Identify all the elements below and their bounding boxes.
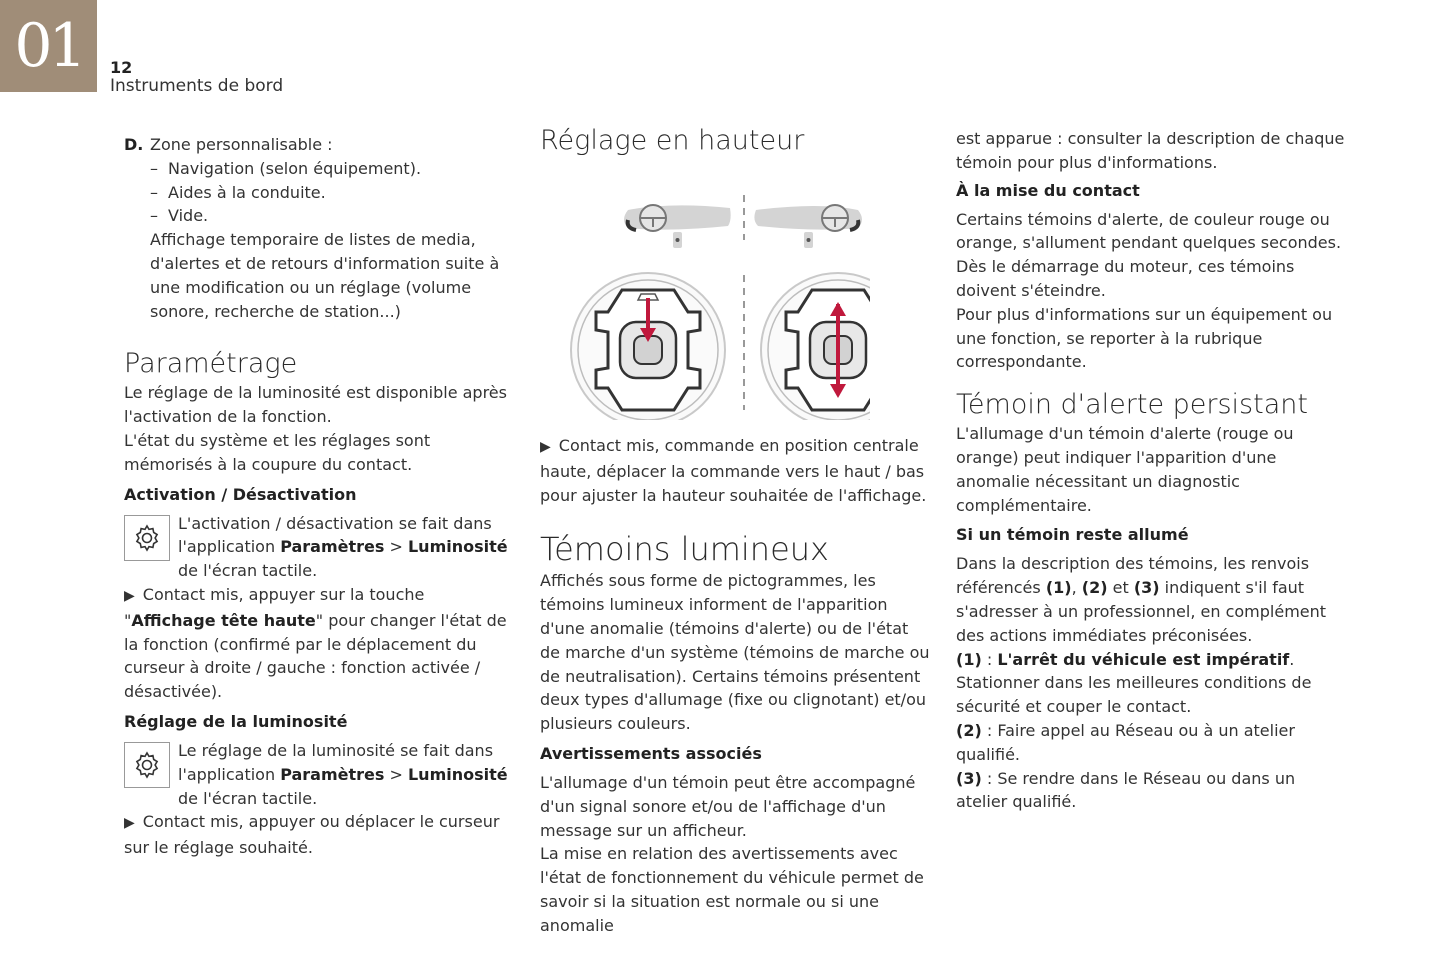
param-text-1: Le réglage de la luminosité est disponible après l'activation de la fonction. [124, 383, 507, 427]
list-item: – Vide. [150, 204, 519, 228]
zone-d-title: Zone personnalisable : [150, 135, 333, 154]
column-1 [124, 133, 519, 860]
chapter-number: 01 [14, 11, 83, 81]
list-item: – Navigation (selon équipement). [150, 157, 519, 181]
zone-d-text: Affichage temporaire de listes de media, d'alertes et de retours d'information suite à une modification ou un réglage (volume sonore, recherche de station...) [150, 230, 500, 321]
height-bullet: ▶ Contact mis, commande en position centrale haute, déplacer la commande vers le haut / bas pour ajuster la hauteur souhaitée de l'affichage. [540, 436, 927, 505]
height-heading: Réglage en hauteur [540, 125, 805, 156]
still-lit-text: Dans la description des témoins, les renvois référencés (1), (2) et (3) indiquent s'il faut s'adresser à un professionnel, en complément des actions immédiates préconisées. [956, 554, 1327, 645]
column-3 [956, 127, 1351, 814]
bullet-arrow-icon: ▶ [124, 587, 135, 604]
bullet-arrow-icon: ▶ [540, 439, 551, 455]
activation-bullet: ▶ Contact mis, appuyer sur la touche "Affichage tête haute" pour changer l'état de la fonction (confirmé par le déplacement du curseur à droite / gauche : fonction activée / désactivée). [124, 584, 507, 702]
page-number: 12 [110, 58, 133, 77]
lights-heading: Témoins lumineux [540, 530, 829, 569]
reference-3: (3) : Se rendre dans le Réseau ou dans un atelier qualifié. [956, 768, 1296, 812]
list-item: – Aides à la conduite. [150, 181, 519, 205]
persistent-text: L'allumage d'un témoin d'alerte (rouge ou orange) peut indiquer l'apparition d'une anomalie nécessitant un diagnostic complémentaire. [956, 424, 1294, 515]
ignition-text-1: Certains témoins d'alerte, de couleur rouge ou orange, s'allument pendant quelques secondes. [956, 209, 1342, 253]
persistent-heading: Témoin d'alerte persistant [956, 389, 1308, 421]
param-text-2: L'état du système et les réglages sont mémorisés à la coupure du contact. [124, 430, 431, 474]
zone-d [124, 133, 519, 157]
reference-1: (1) : L'arrêt du véhicule est impératif. [956, 649, 1295, 669]
ignition-text-3: Pour plus d'informations sur un équipement ou une fonction, se reporter à la rubrique correspondante. [956, 304, 1333, 372]
reference-2: (2) : Faire appel au Réseau ou à un atelier qualifié. [956, 720, 1295, 764]
joystick-left-icon [571, 273, 725, 420]
dashboard-left-icon [624, 205, 731, 248]
param-heading: Paramétrage [124, 348, 298, 380]
dashboard-right-icon [754, 205, 862, 248]
joystick-right-icon [761, 273, 870, 420]
zone-d-list [124, 157, 519, 324]
bullet-arrow-icon: ▶ [124, 815, 135, 832]
luminosity-heading: Réglage de la luminosité [124, 711, 348, 731]
ignition-heading: À la mise du contact [956, 180, 1140, 200]
zone-d-label: D. [124, 135, 144, 154]
reference-1-detail: Stationner dans les meilleures conditions de sécurité et couper le contact. [956, 673, 1312, 717]
still-lit-heading: Si un témoin reste allumé [956, 525, 1189, 545]
column-2 [540, 124, 930, 938]
height-adjust-illustration [550, 180, 870, 420]
lights-text: Affichés sous forme de pictogrammes, les témoins lumineux informent de l'apparition d'une anomalie (témoins d'alerte) ou de l'état de marche d'un système (témoins de marche ou de neutralisation). Certains témoins présentent deux types d'allumage (fixe ou clignotant) et/ou plusieurs couleurs. [540, 571, 930, 734]
gear-icon [124, 742, 170, 788]
ignition-text-2: Dès le démarrage du moteur, ces témoins doivent s'éteindre. [956, 257, 1295, 300]
luminosity-text: Le réglage de la luminosité se fait dans l'application Paramètres > Luminosité de l'écran tactile. [124, 739, 519, 810]
luminosity-bullet: ▶ Contact mis, appuyer ou déplacer le curseur sur le réglage souhaité. [124, 812, 500, 858]
section-title: Instruments de bord [110, 76, 284, 96]
activation-text: L'activation / désactivation se fait dans l'application Paramètres > Luminosité de l'écran tactile. [124, 512, 519, 583]
activation-heading: Activation / Désactivation [124, 484, 357, 504]
gear-icon [124, 515, 170, 561]
associated-text-1: L'allumage d'un témoin peut être accompagné d'un signal sonore et/ou de l'affichage d'un message sur un afficheur. [540, 772, 916, 840]
chapter-tab [0, 0, 97, 92]
associated-text-2: La mise en relation des avertissements avec l'état de fonctionnement du véhicule permet de savoir si la situation est normale ou si une anomalie [540, 844, 924, 935]
steering-control-diagram [550, 180, 870, 420]
continued-text: est apparue : consulter la description de chaque témoin pour plus d'informations. [956, 129, 1345, 172]
associated-warnings-heading: Avertissements associés [540, 743, 762, 763]
